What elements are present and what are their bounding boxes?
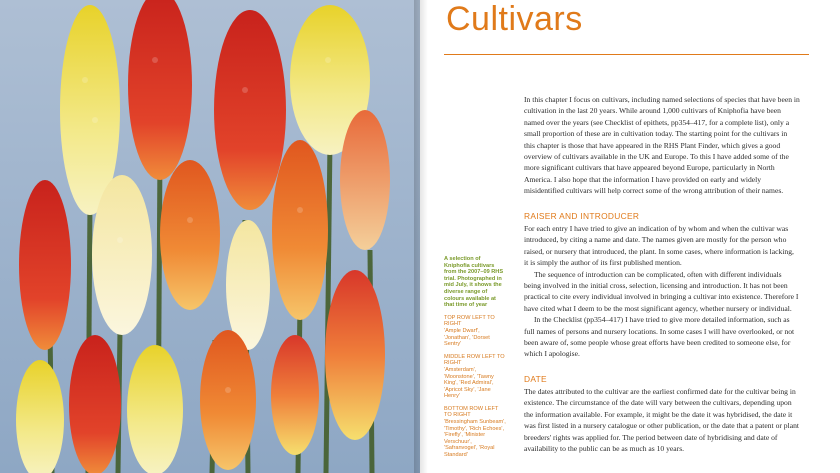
caption-top-row [444,315,506,348]
raiser-para-1: For each entry I have tried to give an indication of by whom and when the cultivar was introduced, by citing a name and date. The names given are mostly for the person who raised, or nursery that introduced, the plant. In some cases, where information is lacking, it is simply the author of its first published mention. [524,224,794,268]
caption-bottom-names: 'Bressingham Sunbeam', 'Timothy', 'Rich Echoes', 'Firefly', 'Minister Verschuur', 'Safranvogel', 'Royal Standard' [444,419,506,459]
section-heading-date: DATE [524,374,547,384]
raiser-section [524,223,800,360]
caption-bottom-row [444,406,506,459]
date-section [524,386,800,454]
date-para-1: The dates attributed to the cultivar are the earliest confirmed date for the cultivar being in existence. The circumstance of the date will vary between the cultivars, depending upon the information available. For example, it might be the date it was hybridised, the date it was first listed in a nursery catalogue or other publication, or the date that a patent or plant breeders' rights was applied for. The period between date of hybridising and date of availability to the public can be as much as 10 years. [524,387,799,454]
caption-bottom-label: BOTTOM ROW LEFT TO RIGHT [444,405,499,419]
section-heading-raiser: RAISER AND INTRODUCER [524,211,640,221]
photo-caption [444,256,506,459]
caption-top-names: 'Ample Dwarf', 'Jonathan', 'Dorset Sentry' [444,327,490,348]
raiser-para-3: In the Checklist (pp354–417) I have tried to give more detailed information, such as full names of persons and nursery locations. In some cases I will have overlooked, or not been aware of, some people whose great efforts have been credited to someone else, for which I apologise. [524,315,795,359]
caption-top-label: TOP ROW LEFT TO RIGHT [444,314,495,328]
raiser-para-2: The sequence of introduction can be complicated, often with different individuals being involved in the initial cross, selection, licensing and introduction. It has not been practical to cite every individual involved in bringing a cultivar into existence. Therefore I have cited what I deem to be the most significant agency, whether nursery or individual. [524,269,799,313]
caption-title: A selection of Kniphofia cultivars from the 2007–09 RHS trial. Photographed in mid July, it shows the diverse range of colours available at that time of year [444,256,504,309]
chapter-title: Cultivars [446,0,583,38]
intro-text: In this chapter I focus on cultivars, including named selections of species that have been in cultivation in the last 20 years. While around 1,000 cultivars of Kniphofia have been named over the years (see Checklist of epithets, pp354–417, for a complete list), only a small proportion of these are in cultivation today. The starting point for the cultivars in this chapter is those that have appeared in the RHS Plant Finder, which gives a good overview of cultivars available in the UK and Europe. To this I have added some of the more significant cultivars that have appeared beyond Europe, particularly in North America. I also hope that the information I have provided on early and widely misidentified cultivars will help correct some of the wrong attribution of their names. [524,95,800,196]
caption-middle-label: MIDDLE ROW LEFT TO RIGHT [444,353,505,367]
caption-middle-names: 'Amsterdam', 'Moonstone', 'Tawny King', 'Red Admiral', 'Apricot Sky', 'Jane Henry' [444,366,494,400]
page-gutter-shadow [414,0,428,473]
intro-paragraph [524,94,800,197]
caption-middle-row [444,354,506,400]
title-rule [444,54,809,55]
